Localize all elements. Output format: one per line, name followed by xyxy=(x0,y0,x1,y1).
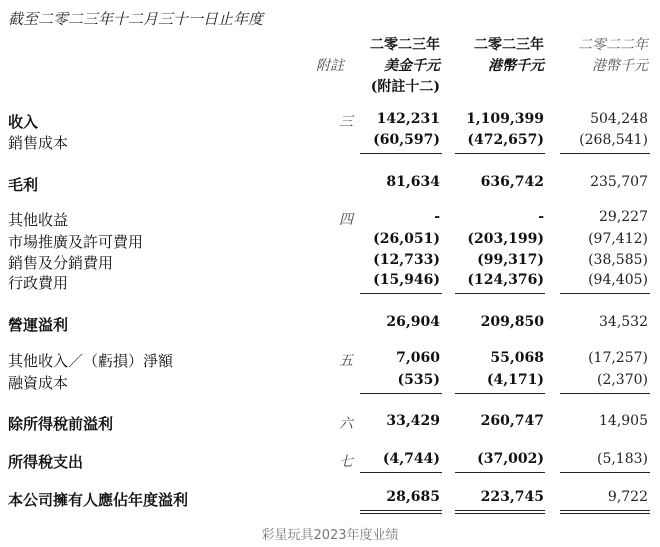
row-label-other-income: 其他收入／（虧損）淨額 xyxy=(8,352,174,370)
subtotal-rule xyxy=(455,393,545,394)
row-revenue-hkd-2022: 504,248 xyxy=(590,111,648,127)
row-finance-hkd-2023: (4,171) xyxy=(486,372,544,388)
row-note-other-income: 五 xyxy=(339,353,353,369)
row-tax-hkd-2022: (5,183) xyxy=(596,451,648,467)
subtotal-rule xyxy=(360,293,442,294)
row-other-gains-hkd-2023: - xyxy=(538,209,544,225)
row-label-admin: 行政費用 xyxy=(8,274,69,292)
row-selling-usd-2023: (12,733) xyxy=(373,252,440,268)
row-other-income-hkd-2022: (17,257) xyxy=(588,350,648,366)
row-gross-hkd-2023: 636,742 xyxy=(480,174,544,190)
row-label-selling: 銷售及分銷費用 xyxy=(8,254,114,272)
row-cost-hkd-2023: (472,657) xyxy=(467,132,544,148)
row-cost-hkd-2022: (268,541) xyxy=(579,132,648,148)
row-admin-hkd-2023: (124,376) xyxy=(467,272,544,288)
row-profit-usd-2023: 28,685 xyxy=(386,489,440,505)
row-label-cost-of-sales: 銷售成本 xyxy=(8,134,69,152)
col1-unit-header: 美金千元 xyxy=(384,58,440,74)
row-label-profit-attributable: 本公司擁有人應佔年度溢利 xyxy=(8,491,189,509)
col2-unit-header: 港幣千元 xyxy=(488,58,544,74)
subtotal-rule xyxy=(560,393,650,394)
total-double-rule xyxy=(560,513,650,514)
total-double-rule xyxy=(360,513,442,514)
total-double-rule xyxy=(360,510,442,511)
note-column-header: 附註 xyxy=(316,58,344,74)
row-tax-hkd-2023: (37,002) xyxy=(477,451,544,467)
row-pbt-hkd-2023: 260,747 xyxy=(480,413,544,429)
row-label-gross-profit: 毛利 xyxy=(8,176,39,194)
subtotal-rule xyxy=(455,153,545,154)
subtotal-rule xyxy=(560,153,650,154)
row-admin-hkd-2022: (94,405) xyxy=(588,272,648,288)
row-note-profit-before-tax: 六 xyxy=(339,416,353,432)
row-pbt-usd-2023: 33,429 xyxy=(386,413,440,429)
row-note-revenue: 三 xyxy=(339,114,353,130)
row-operating-hkd-2023: 209,850 xyxy=(480,314,544,330)
row-gross-hkd-2022: 235,707 xyxy=(590,174,648,190)
row-marketing-usd-2023: (26,051) xyxy=(373,231,440,247)
total-double-rule xyxy=(455,510,545,511)
row-label-income-tax: 所得稅支出 xyxy=(8,453,84,471)
row-operating-hkd-2022: 34,532 xyxy=(599,314,648,330)
row-selling-hkd-2023: (99,317) xyxy=(477,252,544,268)
row-gross-usd-2023: 81,634 xyxy=(386,174,440,190)
row-label-other-gains: 其他收益 xyxy=(8,211,69,229)
row-label-finance-costs: 融資成本 xyxy=(8,374,69,392)
row-finance-usd-2023: (535) xyxy=(397,372,440,388)
subtotal-rule xyxy=(360,393,442,394)
row-other-gains-hkd-2022: 29,227 xyxy=(599,209,648,225)
row-operating-usd-2023: 26,904 xyxy=(386,314,440,330)
col3-year-header: 二零二二年 xyxy=(578,37,648,53)
image-caption: 彩星玩具2023年度业绩 xyxy=(261,528,399,543)
row-label-profit-before-tax: 除所得稅前溢利 xyxy=(8,415,114,433)
row-marketing-hkd-2022: (97,412) xyxy=(588,231,648,247)
subtotal-rule xyxy=(455,293,545,294)
row-label-revenue: 收入 xyxy=(8,113,39,131)
col2-year-header: 二零二三年 xyxy=(474,37,544,53)
row-label-marketing: 市場推廣及許可費用 xyxy=(8,233,144,251)
row-other-income-usd-2023: 7,060 xyxy=(396,350,440,366)
row-revenue-hkd-2023: 1,109,399 xyxy=(466,111,544,127)
row-revenue-usd-2023: 142,231 xyxy=(376,111,440,127)
period-title: 截至二零二三年十二月三十一日止年度 xyxy=(8,10,264,28)
row-admin-usd-2023: (15,946) xyxy=(373,272,440,288)
col1-footnote: (附註十二) xyxy=(370,79,440,95)
row-label-operating-profit: 營運溢利 xyxy=(8,316,69,334)
row-note-other-gains: 四 xyxy=(339,212,353,228)
subtotal-rule xyxy=(560,472,650,473)
col1-year-header: 二零二三年 xyxy=(370,37,440,53)
row-cost-usd-2023: (60,597) xyxy=(373,132,440,148)
row-selling-hkd-2022: (38,585) xyxy=(588,252,648,268)
total-double-rule xyxy=(560,510,650,511)
total-double-rule xyxy=(455,513,545,514)
subtotal-rule xyxy=(360,153,442,154)
subtotal-rule xyxy=(360,472,442,473)
col3-unit-header: 港幣千元 xyxy=(592,58,648,74)
subtotal-rule xyxy=(455,472,545,473)
row-profit-hkd-2022: 9,722 xyxy=(607,489,648,505)
row-pbt-hkd-2022: 14,905 xyxy=(599,413,648,429)
row-finance-hkd-2022: (2,370) xyxy=(596,372,648,388)
subtotal-rule xyxy=(560,293,650,294)
row-profit-hkd-2023: 223,745 xyxy=(480,489,544,505)
row-note-income-tax: 七 xyxy=(339,454,353,470)
row-other-income-hkd-2023: 55,068 xyxy=(490,350,544,366)
row-tax-usd-2023: (4,744) xyxy=(382,451,440,467)
row-marketing-hkd-2023: (203,199) xyxy=(467,231,544,247)
row-other-gains-usd-2023: - xyxy=(434,209,440,225)
